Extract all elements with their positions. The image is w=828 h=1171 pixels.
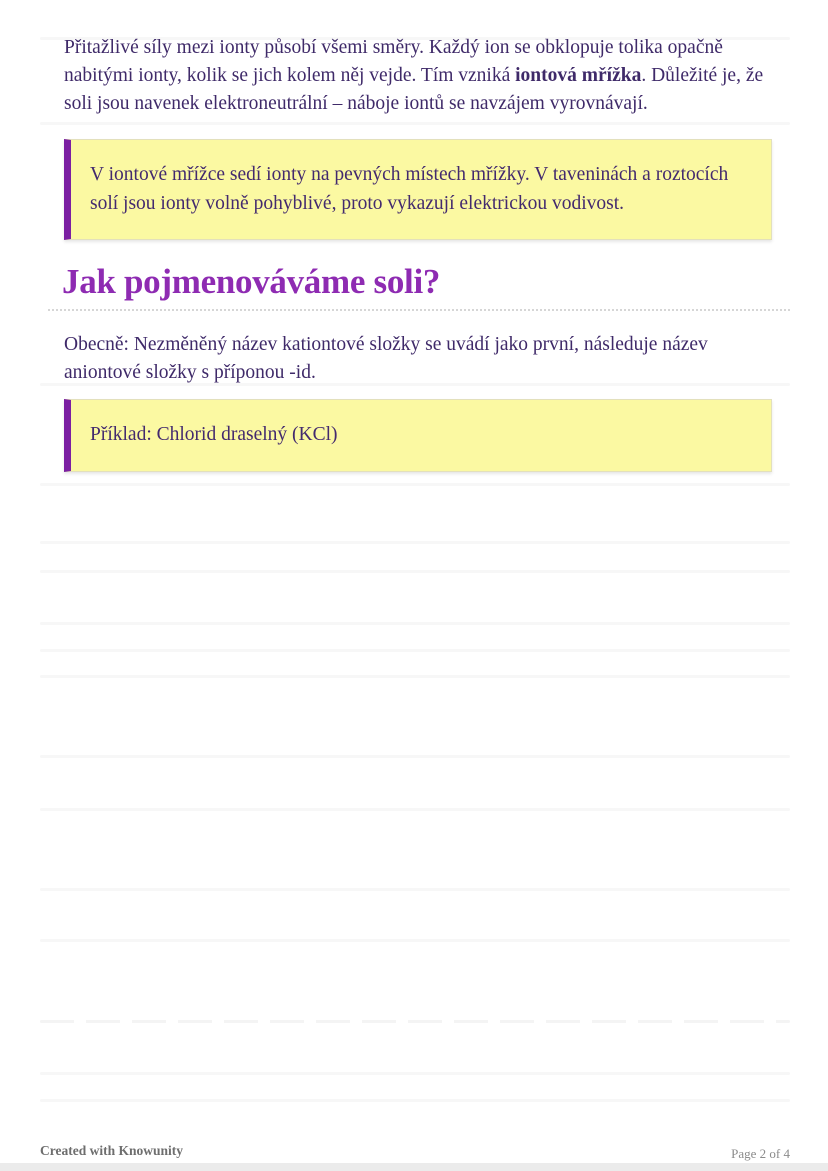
ghost-rule [40, 1020, 790, 1023]
ghost-rule [40, 939, 790, 942]
intro-paragraph-start: Přitažlivé síly mezi ionty působí všemi směry. Každý ion se obklopuje tolika opačně nabitými ionty, kolik se jich kolem něj vejde. Tím vzniká [64, 37, 723, 86]
callout-box-example [64, 399, 772, 472]
section-heading: Jak pojmenováváme soli? [62, 262, 441, 301]
intro-paragraph-end: . Důležité je, že soli jsou navenek elektroneutrální – náboje iontů se navzájem vyrovnávají. [64, 65, 764, 114]
ghost-rule [40, 888, 790, 891]
ghost-rule [40, 755, 790, 758]
intro-paragraph-bold-term: iontová mřížka [515, 65, 642, 86]
footer-page-number: Page 2 of 4 [731, 1146, 790, 1161]
ghost-rule [40, 483, 790, 486]
callout-box-ionic-lattice [64, 139, 772, 240]
intro-paragraph [64, 34, 776, 118]
ghost-rule [40, 808, 790, 811]
ghost-rule [40, 1099, 790, 1102]
callout-box-ionic-lattice-text: V iontové mřížce sedí ionty na pevných místech mřížky. V taveninách a roztocích solí jsou ionty volně pohyblivé, proto vykazují elektrickou vodivost. [90, 164, 729, 214]
ghost-rule [40, 122, 790, 125]
ghost-rule [40, 541, 790, 544]
ghost-rule [40, 570, 790, 573]
callout-box-example-text: Příklad: Chlorid draselný (KCl) [90, 424, 338, 445]
naming-paragraph: Obecně: Nezměněný název kationtové složky se uvádí jako první, následuje název aniontové složky s příponou -id. [64, 334, 708, 383]
ghost-rule [40, 622, 790, 625]
ghost-rule [40, 675, 790, 678]
heading-dotted-divider [48, 309, 790, 311]
ghost-rule [40, 649, 790, 652]
page-edge-strip [0, 1163, 828, 1171]
ghost-rule [40, 1072, 790, 1075]
footer-branding: Created with Knowunity [40, 1143, 184, 1158]
